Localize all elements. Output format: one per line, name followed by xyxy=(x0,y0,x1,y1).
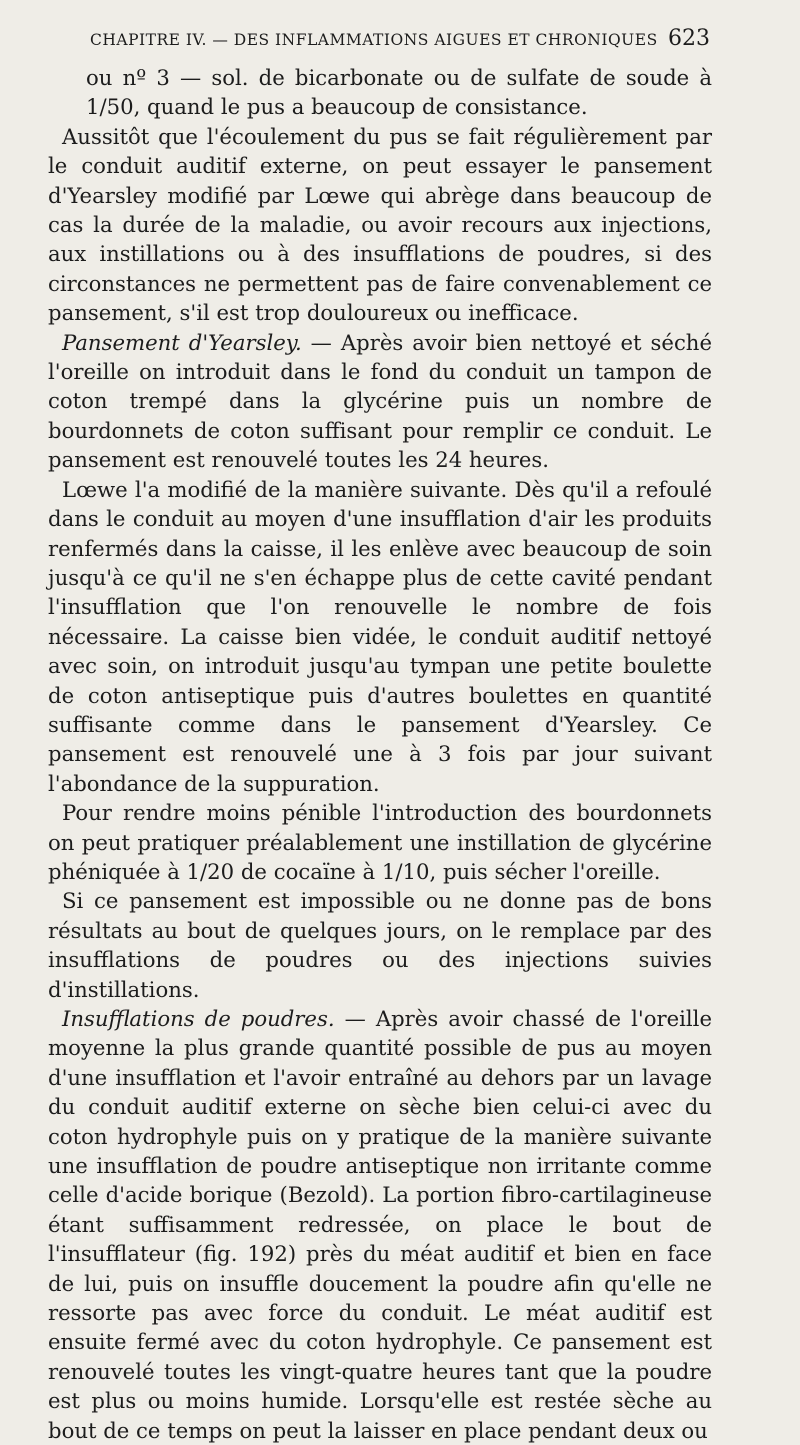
paragraph xyxy=(48,798,712,886)
paragraph-text: Pour rendre moins pénible l'introduction des bourdonnets on peut pratiquer préalablement une instillation de glycérine phéniquée à 1/20 de cocaïne à 1/10, puis sécher l'oreille. xyxy=(48,800,712,884)
paragraph xyxy=(48,1004,712,1445)
paragraph-text: Lœwe l'a modifié de la manière suivante. Dès qu'il a refoulé dans le conduit au moyen d'une insufflation d'air les produits renfermés dans la caisse, il les enlève avec beaucoup de soin jusqu'à ce qu'il ne s'en échappe plus de cette cavité pendant l'insufflation que l'on renouvelle le nombre de fois nécessaire. La caisse bien vidée, le conduit auditif nettoyé avec soin, on introduit jusqu'au tympan une petite boulette de coton antiseptique puis d'autres boulettes en quantité suffisante comme dans le pansement d'Yearsley. Ce pansement est renouvelé une à 3 fois par jour suivant l'abondance de la suppuration. xyxy=(48,476,712,796)
section-lead: Pansement d'Yearsley. xyxy=(62,329,302,355)
paragraph-text: Aussitôt que l'écoulement du pus se fait régulièrement par le conduit auditif externe, on peut essayer le pansement d'Yearsley modifié par Lœwe qui abrège dans beaucoup de cas la durée de la maladie, ou avoir recours aux injections, aux instillations ou à des insufflations de poudres, si des circonstances ne permettent pas de faire convenablement ce pansement, s'il est trop douloureux ou inefficace. xyxy=(48,123,712,326)
paragraph xyxy=(48,886,712,1004)
paragraph xyxy=(48,122,712,328)
paragraph xyxy=(48,63,712,122)
running-title: CHAPITRE IV. — DES INFLAMMATIONS AIGUES ET CHRONIQUES xyxy=(90,31,658,49)
paragraph-text: Si ce pansement est impossible ou ne donne pas de bons résultats au bout de quelques jours, on le remplace par des insufflations de poudres ou des injections suivies d'instillations. xyxy=(48,888,712,1002)
page-body xyxy=(48,63,712,1445)
paragraph xyxy=(48,328,712,475)
paragraph-text: — Après avoir bien nettoyé et séché l'oreille on introduit dans le fond du conduit un tampon de coton trempé dans la glycérine puis un nombre de bourdonnets de coton suffisant pour remplir ce conduit. Le pansement est renouvelé toutes les 24 heures. xyxy=(48,329,712,473)
paragraph xyxy=(48,475,712,798)
running-header xyxy=(90,26,710,56)
paragraph-text: — Après avoir chassé de l'oreille moyenne la plus grande quantité possible de pus au moyen d'une insufflation et l'avoir entraîné au dehors par un lavage du conduit auditif externe on sèche bien celui-ci avec du coton hydrophyle puis on y pratique de la manière suivante une insufflation de poudre antiseptique non irritante comme celle d'acide borique (Bezold). La portion fibro-cartilagineuse étant suffisamment redressée, on place le bout de l'insufflateur (fig. 192) près du méat auditif et bien en face de lui, puis on insuffle doucement la poudre afin qu'elle ne ressorte pas avec force du conduit. Le méat auditif est ensuite fermé avec du coton hydrophyle. Ce pansement est renouvelé toutes les vingt-quatre heures tant que la poudre est plus ou moins humide. Lorsqu'elle est restée sèche au bout de ce temps on peut la laisser en place pendant deux ou xyxy=(48,1006,712,1443)
paragraph-text: ou nº 3 — sol. de bicarbonate ou de sulfate de soude à 1/50, quand le pus a beaucoup de consistance. xyxy=(86,65,712,120)
section-lead: Insufflations de poudres. xyxy=(62,1006,335,1031)
page-number: 623 xyxy=(668,26,710,51)
